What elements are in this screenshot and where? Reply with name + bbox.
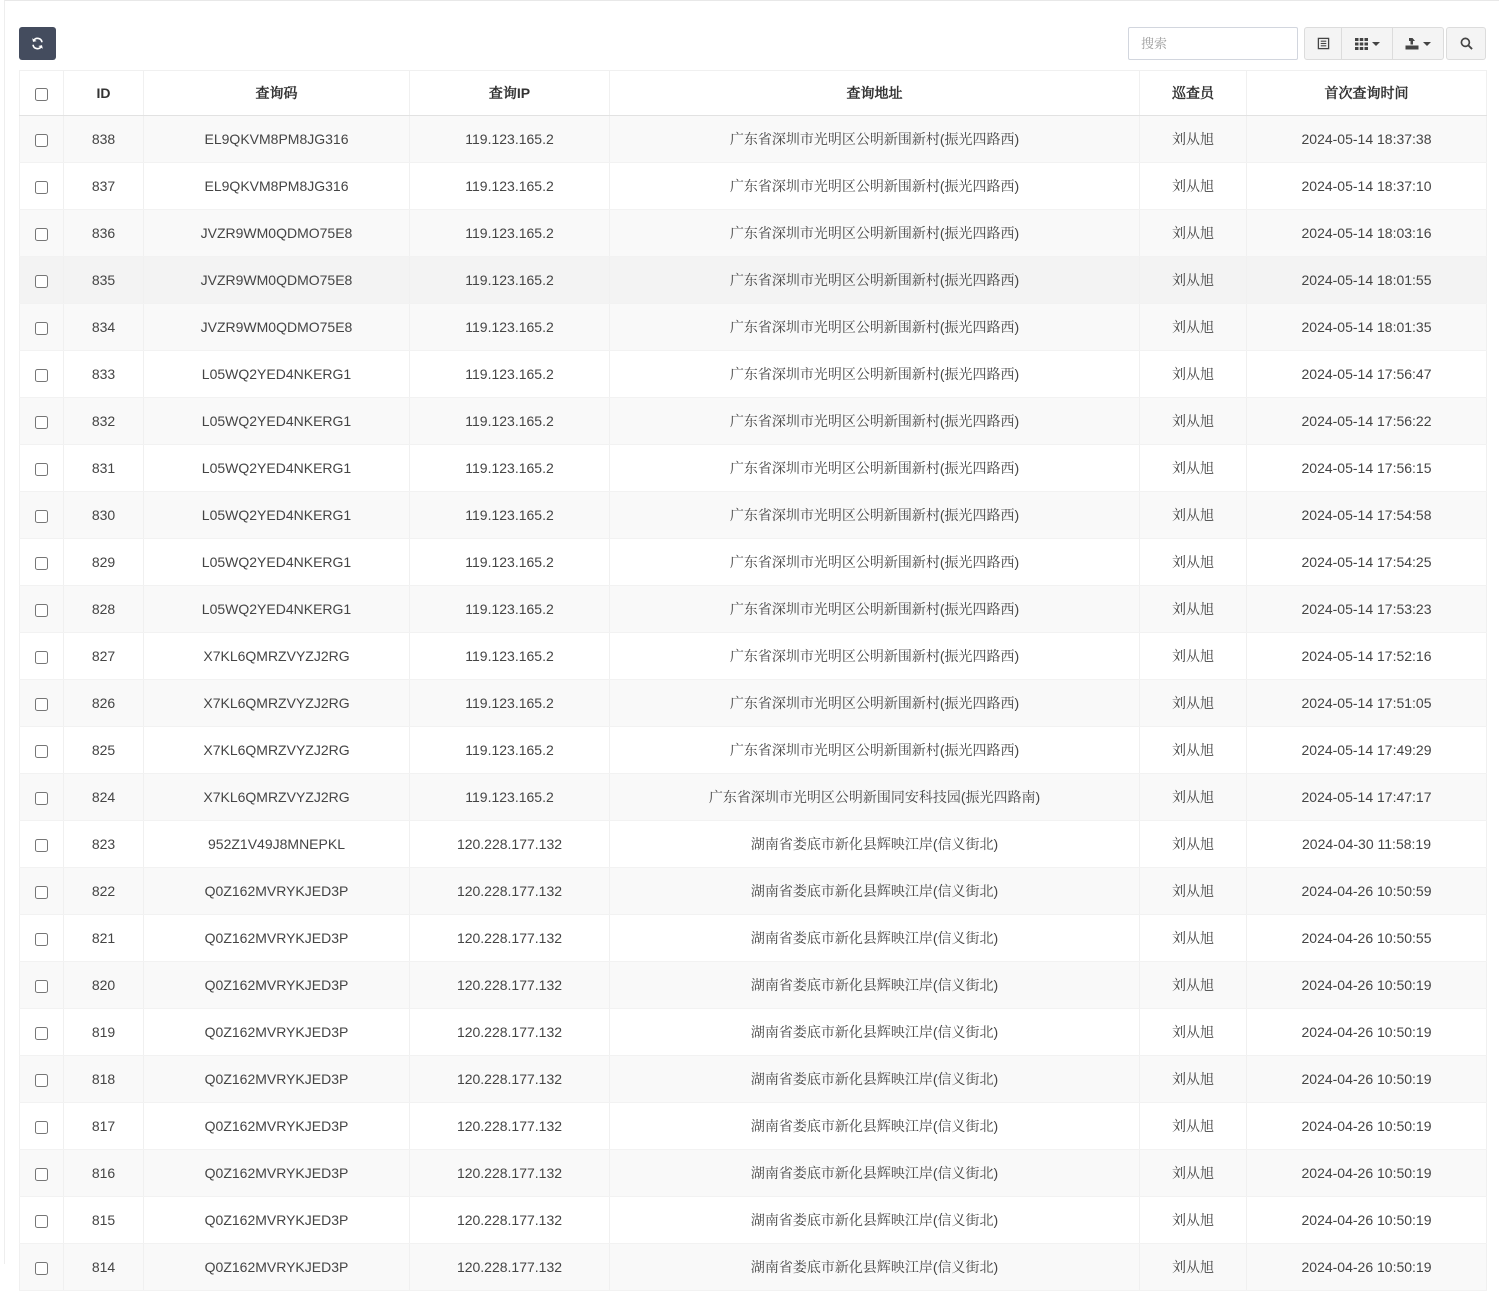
cell-time: 2024-05-14 18:03:16 [1247, 210, 1487, 257]
cell-ip: 119.123.165.2 [410, 116, 610, 163]
toolbar-button-group [1304, 27, 1444, 60]
row-select-cell [20, 1150, 64, 1197]
cell-id: 827 [64, 633, 144, 680]
table-row[interactable] [20, 1009, 1487, 1056]
row-select-cell [20, 586, 64, 633]
cell-time: 2024-04-26 10:50:59 [1247, 868, 1487, 915]
column-header-code[interactable]: 查询码 [144, 71, 410, 116]
column-header-id[interactable]: ID [64, 71, 144, 116]
cell-inspector: 刘从旭 [1140, 915, 1247, 962]
cell-code: L05WQ2YED4NKERG1 [144, 539, 410, 586]
cell-time: 2024-04-26 10:50:19 [1247, 1150, 1487, 1197]
cell-address: 广东省深圳市光明区公明新围新村(振光四路西) [610, 351, 1140, 398]
row-select-cell [20, 1056, 64, 1103]
cell-time: 2024-04-26 10:50:19 [1247, 1244, 1487, 1291]
cell-time: 2024-04-26 10:50:19 [1247, 1009, 1487, 1056]
column-header-time[interactable]: 首次查询时间 [1247, 71, 1487, 116]
table-row[interactable] [20, 163, 1487, 210]
cell-code: L05WQ2YED4NKERG1 [144, 492, 410, 539]
cell-id: 814 [64, 1244, 144, 1291]
column-header-address[interactable]: 查询地址 [610, 71, 1140, 116]
cell-inspector: 刘从旭 [1140, 1150, 1247, 1197]
search-input[interactable] [1128, 27, 1298, 60]
cell-time: 2024-05-14 17:51:05 [1247, 680, 1487, 727]
cell-id: 837 [64, 163, 144, 210]
row-checkbox[interactable] [35, 134, 48, 147]
cell-address: 广东省深圳市光明区公明新围新村(振光四路西) [610, 257, 1140, 304]
row-checkbox[interactable] [35, 463, 48, 476]
cell-code: Q0Z162MVRYKJED3P [144, 1244, 410, 1291]
row-select-cell [20, 868, 64, 915]
table-row[interactable] [20, 398, 1487, 445]
cell-inspector: 刘从旭 [1140, 398, 1247, 445]
row-checkbox[interactable] [35, 369, 48, 382]
row-checkbox[interactable] [35, 1121, 48, 1134]
table-row[interactable] [20, 1150, 1487, 1197]
cell-address: 广东省深圳市光明区公明新围新村(振光四路西) [610, 445, 1140, 492]
search-button[interactable] [1446, 27, 1486, 60]
cell-inspector: 刘从旭 [1140, 304, 1247, 351]
cell-code: EL9QKVM8PM8JG316 [144, 116, 410, 163]
cell-ip: 120.228.177.132 [410, 1009, 610, 1056]
row-select-cell [20, 680, 64, 727]
cell-code: Q0Z162MVRYKJED3P [144, 1056, 410, 1103]
table-row[interactable] [20, 116, 1487, 163]
row-checkbox[interactable] [35, 181, 48, 194]
column-header-ip[interactable]: 查询IP [410, 71, 610, 116]
cell-code: L05WQ2YED4NKERG1 [144, 398, 410, 445]
cell-address: 广东省深圳市光明区公明新围同安科技园(振光四路南) [610, 774, 1140, 821]
cell-inspector: 刘从旭 [1140, 680, 1247, 727]
table-row[interactable] [20, 257, 1487, 304]
row-checkbox[interactable] [35, 651, 48, 664]
cell-inspector: 刘从旭 [1140, 633, 1247, 680]
cell-ip: 119.123.165.2 [410, 304, 610, 351]
cell-time: 2024-05-14 17:56:22 [1247, 398, 1487, 445]
row-select-cell [20, 1103, 64, 1150]
row-select-cell [20, 1197, 64, 1244]
cell-time: 2024-04-26 10:50:19 [1247, 962, 1487, 1009]
table-row[interactable] [20, 727, 1487, 774]
row-select-cell [20, 163, 64, 210]
row-select-cell [20, 116, 64, 163]
cell-ip: 119.123.165.2 [410, 257, 610, 304]
cell-inspector: 刘从旭 [1140, 1197, 1247, 1244]
cell-id: 835 [64, 257, 144, 304]
table-row[interactable] [20, 680, 1487, 727]
cell-time: 2024-04-26 10:50:55 [1247, 915, 1487, 962]
table-row[interactable] [20, 539, 1487, 586]
cell-ip: 120.228.177.132 [410, 821, 610, 868]
cell-ip: 119.123.165.2 [410, 633, 610, 680]
row-select-cell [20, 257, 64, 304]
cell-id: 838 [64, 116, 144, 163]
cell-address: 广东省深圳市光明区公明新围新村(振光四路西) [610, 116, 1140, 163]
row-select-cell [20, 304, 64, 351]
cell-address: 广东省深圳市光明区公明新围新村(振光四路西) [610, 304, 1140, 351]
table-row[interactable] [20, 1197, 1487, 1244]
cell-id: 816 [64, 1150, 144, 1197]
cell-time: 2024-05-14 18:37:10 [1247, 163, 1487, 210]
columns-dropdown-button[interactable] [1341, 27, 1393, 60]
row-checkbox[interactable] [35, 1027, 48, 1040]
cell-ip: 119.123.165.2 [410, 586, 610, 633]
cell-ip: 119.123.165.2 [410, 210, 610, 257]
cell-address: 广东省深圳市光明区公明新围新村(振光四路西) [610, 727, 1140, 774]
row-checkbox[interactable] [35, 1168, 48, 1181]
row-checkbox[interactable] [35, 839, 48, 852]
cell-ip: 119.123.165.2 [410, 398, 610, 445]
cell-ip: 120.228.177.132 [410, 962, 610, 1009]
search-icon [1460, 37, 1473, 50]
cell-time: 2024-05-14 17:53:23 [1247, 586, 1487, 633]
cell-code: JVZR9WM0QDMO75E8 [144, 304, 410, 351]
row-select-cell [20, 398, 64, 445]
row-checkbox[interactable] [35, 745, 48, 758]
row-checkbox[interactable] [35, 604, 48, 617]
table-body [20, 116, 1487, 1291]
cell-inspector: 刘从旭 [1140, 1244, 1247, 1291]
select-all-checkbox[interactable] [35, 88, 48, 101]
table-panel [4, 0, 1499, 1275]
refresh-button[interactable] [19, 27, 56, 60]
row-checkbox[interactable] [35, 980, 48, 993]
cell-code: Q0Z162MVRYKJED3P [144, 1197, 410, 1244]
row-checkbox[interactable] [35, 557, 48, 570]
table-row[interactable] [20, 1056, 1487, 1103]
cell-inspector: 刘从旭 [1140, 163, 1247, 210]
cell-id: 834 [64, 304, 144, 351]
cell-address: 广东省深圳市光明区公明新围新村(振光四路西) [610, 633, 1140, 680]
cell-inspector: 刘从旭 [1140, 727, 1247, 774]
row-checkbox[interactable] [35, 275, 48, 288]
row-select-cell [20, 351, 64, 398]
row-checkbox[interactable] [35, 510, 48, 523]
cell-time: 2024-05-14 17:54:25 [1247, 539, 1487, 586]
data-table [19, 70, 1487, 1291]
cell-time: 2024-05-14 17:47:17 [1247, 774, 1487, 821]
cell-time: 2024-05-14 17:49:29 [1247, 727, 1487, 774]
cell-time: 2024-04-26 10:50:19 [1247, 1056, 1487, 1103]
column-header-inspector[interactable]: 巡查员 [1140, 71, 1247, 116]
cell-inspector: 刘从旭 [1140, 774, 1247, 821]
cell-code: Q0Z162MVRYKJED3P [144, 1103, 410, 1150]
cell-code: 952Z1V49J8MNEPKL [144, 821, 410, 868]
cell-ip: 119.123.165.2 [410, 163, 610, 210]
row-select-cell [20, 633, 64, 680]
cell-code: X7KL6QMRZVYZJ2RG [144, 727, 410, 774]
row-checkbox[interactable] [35, 933, 48, 946]
chevron-down-icon [1372, 42, 1380, 46]
cell-code: Q0Z162MVRYKJED3P [144, 915, 410, 962]
cell-code: Q0Z162MVRYKJED3P [144, 962, 410, 1009]
cell-id: 817 [64, 1103, 144, 1150]
row-select-cell [20, 821, 64, 868]
cell-ip: 119.123.165.2 [410, 680, 610, 727]
cell-inspector: 刘从旭 [1140, 257, 1247, 304]
cell-inspector: 刘从旭 [1140, 539, 1247, 586]
list-icon [1317, 37, 1330, 50]
cell-id: 826 [64, 680, 144, 727]
table-toolbar [5, 1, 1499, 69]
cell-address: 湖南省娄底市新化县辉映江岸(信义街北) [610, 1150, 1140, 1197]
cell-code: Q0Z162MVRYKJED3P [144, 1150, 410, 1197]
cell-id: 833 [64, 351, 144, 398]
cell-id: 830 [64, 492, 144, 539]
cell-address: 湖南省娄底市新化县辉映江岸(信义街北) [610, 915, 1140, 962]
cell-code: JVZR9WM0QDMO75E8 [144, 210, 410, 257]
cell-code: X7KL6QMRZVYZJ2RG [144, 774, 410, 821]
cell-code: X7KL6QMRZVYZJ2RG [144, 680, 410, 727]
cell-code: JVZR9WM0QDMO75E8 [144, 257, 410, 304]
table-row[interactable] [20, 962, 1487, 1009]
cell-id: 815 [64, 1197, 144, 1244]
cell-inspector: 刘从旭 [1140, 586, 1247, 633]
cell-inspector: 刘从旭 [1140, 868, 1247, 915]
cell-ip: 120.228.177.132 [410, 1150, 610, 1197]
cell-inspector: 刘从旭 [1140, 492, 1247, 539]
row-checkbox[interactable] [35, 416, 48, 429]
cell-code: Q0Z162MVRYKJED3P [144, 868, 410, 915]
cell-ip: 120.228.177.132 [410, 1103, 610, 1150]
chevron-down-icon [1423, 42, 1431, 46]
cell-inspector: 刘从旭 [1140, 962, 1247, 1009]
cell-ip: 119.123.165.2 [410, 445, 610, 492]
cell-code: EL9QKVM8PM8JG316 [144, 163, 410, 210]
cell-address: 广东省深圳市光明区公明新围新村(振光四路西) [610, 492, 1140, 539]
row-checkbox[interactable] [35, 228, 48, 241]
cell-ip: 119.123.165.2 [410, 492, 610, 539]
cell-ip: 120.228.177.132 [410, 1197, 610, 1244]
cell-time: 2024-04-26 10:50:19 [1247, 1103, 1487, 1150]
cell-ip: 120.228.177.132 [410, 1056, 610, 1103]
cell-time: 2024-05-14 18:01:35 [1247, 304, 1487, 351]
table-row[interactable] [20, 633, 1487, 680]
cell-code: L05WQ2YED4NKERG1 [144, 445, 410, 492]
row-checkbox[interactable] [35, 322, 48, 335]
table-row[interactable] [20, 210, 1487, 257]
cell-time: 2024-05-14 18:37:38 [1247, 116, 1487, 163]
refresh-icon [31, 37, 44, 50]
cell-address: 广东省深圳市光明区公明新围新村(振光四路西) [610, 163, 1140, 210]
cell-id: 821 [64, 915, 144, 962]
row-checkbox[interactable] [35, 698, 48, 711]
table-row[interactable] [20, 492, 1487, 539]
cell-ip: 120.228.177.132 [410, 915, 610, 962]
row-select-cell [20, 915, 64, 962]
cell-inspector: 刘从旭 [1140, 116, 1247, 163]
toggle-view-button[interactable] [1304, 27, 1342, 60]
cell-id: 829 [64, 539, 144, 586]
cell-address: 广东省深圳市光明区公明新围新村(振光四路西) [610, 539, 1140, 586]
cell-ip: 119.123.165.2 [410, 727, 610, 774]
cell-id: 831 [64, 445, 144, 492]
row-checkbox[interactable] [35, 1262, 48, 1275]
cell-inspector: 刘从旭 [1140, 1056, 1247, 1103]
cell-time: 2024-04-26 10:50:19 [1247, 1197, 1487, 1244]
cell-inspector: 刘从旭 [1140, 351, 1247, 398]
cell-id: 820 [64, 962, 144, 1009]
cell-ip: 120.228.177.132 [410, 868, 610, 915]
cell-id: 825 [64, 727, 144, 774]
cell-id: 824 [64, 774, 144, 821]
row-checkbox[interactable] [35, 1215, 48, 1228]
table-row[interactable] [20, 1103, 1487, 1150]
cell-code: Q0Z162MVRYKJED3P [144, 1009, 410, 1056]
table-row[interactable] [20, 351, 1487, 398]
row-select-cell [20, 962, 64, 1009]
cell-address: 广东省深圳市光明区公明新围新村(振光四路西) [610, 586, 1140, 633]
cell-address: 广东省深圳市光明区公明新围新村(振光四路西) [610, 680, 1140, 727]
row-select-cell [20, 774, 64, 821]
cell-id: 819 [64, 1009, 144, 1056]
cell-inspector: 刘从旭 [1140, 1103, 1247, 1150]
cell-time: 2024-05-14 17:56:15 [1247, 445, 1487, 492]
table-row[interactable] [20, 586, 1487, 633]
cell-inspector: 刘从旭 [1140, 210, 1247, 257]
table-header [20, 71, 1487, 116]
row-select-cell [20, 445, 64, 492]
export-icon [1405, 37, 1419, 50]
cell-inspector: 刘从旭 [1140, 445, 1247, 492]
cell-code: L05WQ2YED4NKERG1 [144, 586, 410, 633]
cell-ip: 119.123.165.2 [410, 774, 610, 821]
table-row[interactable] [20, 868, 1487, 915]
cell-id: 823 [64, 821, 144, 868]
cell-address: 湖南省娄底市新化县辉映江岸(信义街北) [610, 962, 1140, 1009]
cell-address: 湖南省娄底市新化县辉映江岸(信义街北) [610, 1197, 1140, 1244]
cell-inspector: 刘从旭 [1140, 821, 1247, 868]
table-row[interactable] [20, 445, 1487, 492]
cell-id: 828 [64, 586, 144, 633]
table-row[interactable] [20, 821, 1487, 868]
row-select-cell [20, 210, 64, 257]
cell-id: 836 [64, 210, 144, 257]
cell-address: 湖南省娄底市新化县辉映江岸(信义街北) [610, 821, 1140, 868]
cell-address: 湖南省娄底市新化县辉映江岸(信义街北) [610, 1103, 1140, 1150]
cell-id: 822 [64, 868, 144, 915]
table-row[interactable] [20, 915, 1487, 962]
select-all-cell [20, 71, 64, 116]
cell-address: 广东省深圳市光明区公明新围新村(振光四路西) [610, 210, 1140, 257]
row-checkbox[interactable] [35, 792, 48, 805]
row-checkbox[interactable] [35, 886, 48, 899]
cell-ip: 119.123.165.2 [410, 351, 610, 398]
cell-inspector: 刘从旭 [1140, 1009, 1247, 1056]
cell-ip: 119.123.165.2 [410, 539, 610, 586]
grid-icon [1355, 38, 1368, 50]
cell-address: 湖南省娄底市新化县辉映江岸(信义街北) [610, 1009, 1140, 1056]
cell-id: 818 [64, 1056, 144, 1103]
table-row[interactable] [20, 304, 1487, 351]
cell-time: 2024-05-14 18:01:55 [1247, 257, 1487, 304]
cell-address: 湖南省娄底市新化县辉映江岸(信义街北) [610, 1056, 1140, 1103]
cell-id: 832 [64, 398, 144, 445]
row-checkbox[interactable] [35, 1074, 48, 1087]
table-row[interactable] [20, 1244, 1487, 1291]
row-select-cell [20, 539, 64, 586]
row-select-cell [20, 492, 64, 539]
row-select-cell [20, 1244, 64, 1291]
row-select-cell [20, 727, 64, 774]
row-select-cell [20, 1009, 64, 1056]
cell-time: 2024-05-14 17:54:58 [1247, 492, 1487, 539]
cell-time: 2024-05-14 17:52:16 [1247, 633, 1487, 680]
cell-address: 湖南省娄底市新化县辉映江岸(信义街北) [610, 868, 1140, 915]
cell-address: 湖南省娄底市新化县辉映江岸(信义街北) [610, 1244, 1140, 1291]
cell-address: 广东省深圳市光明区公明新围新村(振光四路西) [610, 398, 1140, 445]
cell-code: L05WQ2YED4NKERG1 [144, 351, 410, 398]
cell-ip: 120.228.177.132 [410, 1244, 610, 1291]
cell-time: 2024-05-14 17:56:47 [1247, 351, 1487, 398]
export-dropdown-button[interactable] [1392, 27, 1444, 60]
table-row[interactable] [20, 774, 1487, 821]
cell-time: 2024-04-30 11:58:19 [1247, 821, 1487, 868]
cell-code: X7KL6QMRZVYZJ2RG [144, 633, 410, 680]
